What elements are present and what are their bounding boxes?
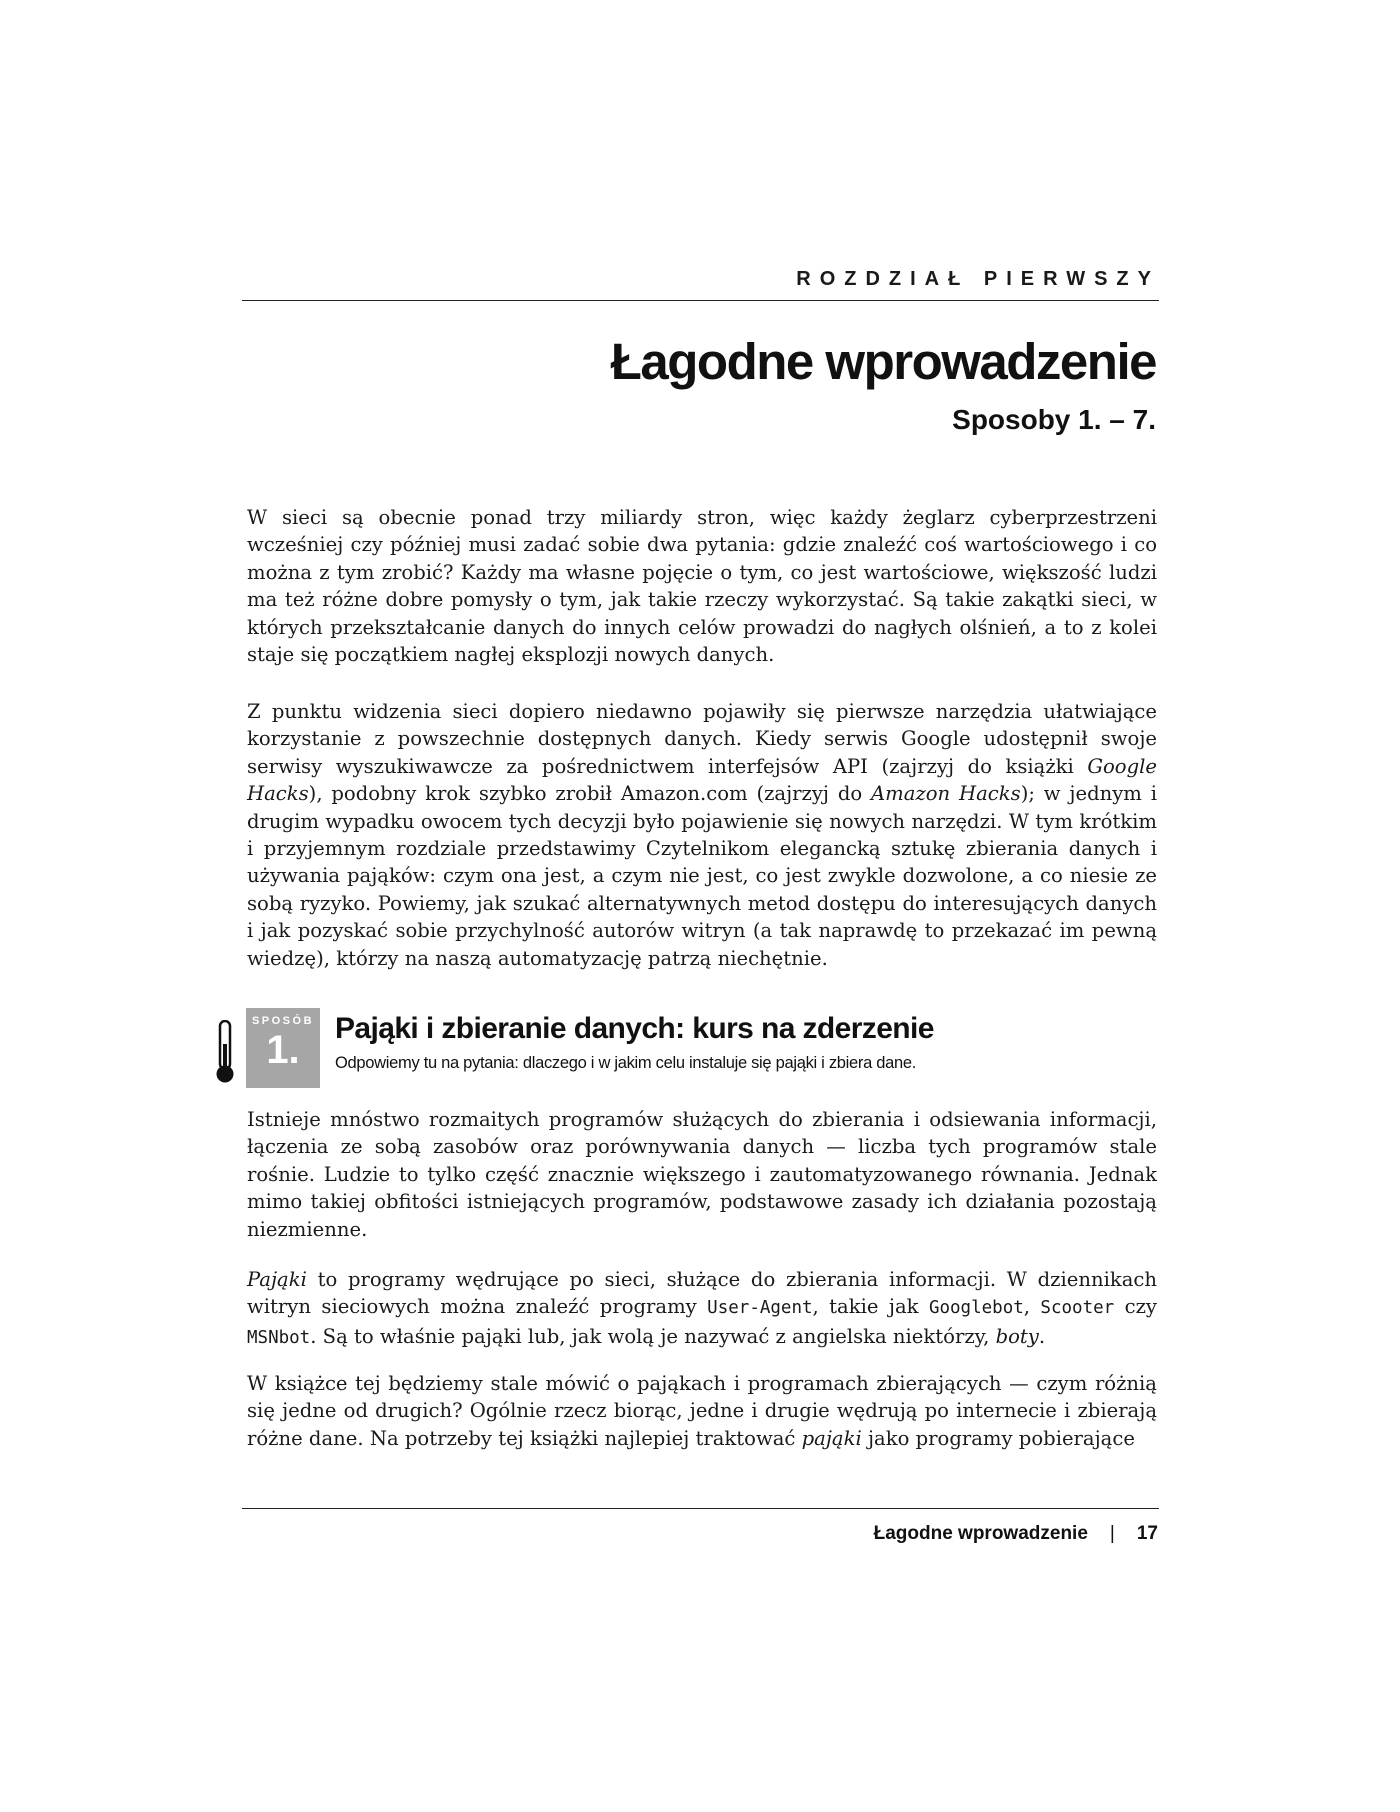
section-paragraph-1	[247, 1106, 1157, 1243]
intro-p2-text-c: ); w jednym i drugim wypadku owocem tych decyzji było pojawienie się nowych narzędzi. W tym krótkim i przyjemnym rozdziale przedstawimy Czytelnikom elegancką sztukę zbierania danych i używania pająków: czym ona jest, a czym nie jest, co jest zwykle dozwolone, a co niesie ze sobą ryzyko. Powiemy, jak szukać alternatywnych metod dostępu do interesujących danych i jak pozyskać sobie przychylność autorów witryn (a tak naprawdę to przekazać im pewną wiedzę), którzy na naszą automatyzację patrzą niechętnie.	[247, 782, 1157, 970]
term-pajaki: Pająki	[247, 1268, 307, 1291]
section-p2-text-e: . Są to właśnie pająki lub, jak wolą je nazywać z angielska niektórzy,	[310, 1324, 996, 1348]
book-title-amazon-hacks: Amazon Hacks	[871, 782, 1021, 806]
term-boty: boty	[995, 1324, 1039, 1348]
hack-description: Odpowiemy tu na pytania: dlaczego i w jakim celu instaluje się pająki i zbiera dane.	[335, 1054, 917, 1072]
section-paragraph-1-text: Istnieje mnóstwo rozmaitych programów służących do zbierania i odsiewania informacji, łączenia ze sobą zasobów oraz porównywania danych — liczba tych programów stale rośnie. Ludzie to tylko część znacznie większego i zautomatyzowanego równania. Jednak mimo takiej obfitości istniejących programów, podstawowe zasady ich działania pozostają niezmienne.	[247, 1108, 1157, 1241]
hack-number: 1.	[266, 1028, 300, 1072]
footer-separator: |	[1109, 1523, 1115, 1544]
code-msnbot: MSNbot	[247, 1327, 311, 1348]
hack-header	[214, 1008, 1159, 1090]
intro-paragraph-1-text: W sieci są obecnie ponad trzy miliardy stron, więc każdy żeglarz cyberprzestrzeni wcześniej czy później musi zadać sobie dwa pytania: gdzie znaleźć coś wartościowego i co można z tym zrobić? Każdy ma własne pojęcie o tym, co jest wartościowe, większość ludzi ma też różne dobre pomysły o tym, jak takie rzeczy wykorzystać. Są takie zakątki sieci, w których przekształcanie danych do innych celów prowadzi do nagłych olśnień, a to z kolei staje się początkiem nagłej eksplozji nowych danych.	[247, 506, 1157, 667]
thermometer-icon	[214, 1020, 236, 1084]
chapter-label: ROZDZIAŁ PIERWSZY	[796, 268, 1160, 290]
section-p2-text-a: to programy wędrujące po sieci, służące do zbierania informacji. W dziennikach witryn sieciowych można znaleźć programy	[247, 1268, 1157, 1319]
hack-kicker: SPOSÓB	[251, 1015, 315, 1027]
code-user-agent: User-Agent	[707, 1298, 813, 1319]
code-googlebot: Googlebot	[928, 1298, 1024, 1319]
chapter-header-rule	[242, 300, 1159, 301]
intro-paragraph-2	[247, 698, 1157, 972]
chapter-title: Łagodne wprowadzenie	[610, 333, 1156, 390]
section-paragraph-2	[247, 1266, 1157, 1352]
intro-paragraph-1	[247, 504, 1157, 668]
chapter-subtitle: Sposoby 1. – 7.	[952, 404, 1156, 435]
section-p2-text-d: czy	[1114, 1295, 1157, 1319]
hack-number-badge	[246, 1008, 320, 1088]
running-title: Łagodne wprowadzenie	[873, 1523, 1088, 1544]
book-title-google-hacks: Google Hacks	[247, 754, 1157, 806]
section-p3-text-b: jako programy pobierające	[861, 1426, 1135, 1450]
footer-rule	[242, 1508, 1159, 1509]
section-p2-text-b: , takie jak	[812, 1295, 929, 1319]
page-number: 17	[1136, 1523, 1158, 1544]
intro-p2-text-a: Z punktu widzenia sieci dopiero niedawno pojawiły się pierwsze narzędzia ułatwiające korzystanie z powszechnie dostępnych danych. Kiedy serwis Google udostępnił swoje serwisy wyszukiwawcze za pośrednictwem interfejsów API (zajrzyj do książki	[247, 700, 1157, 778]
page-footer	[874, 1523, 1158, 1545]
section-p3-text-a: W książce tej będziemy stale mówić o pająkach i programach zbierających — czym różnią się jedne od drugich? Ogólnie rzecz biorąc, jedne i drugie wędrują po internecie i zbierają różne dane. Na potrzeby tej książki najlepiej traktować	[247, 1372, 1157, 1450]
section-p2-text-c: ,	[1023, 1295, 1041, 1319]
intro-p2-text-b: ), podobny krok szybko zrobił Amazon.com (zajrzyj do	[308, 782, 872, 806]
section-paragraph-3	[247, 1370, 1157, 1452]
hack-title: Pająki i zbieranie danych: kurs na zderzenie	[335, 1012, 934, 1045]
code-scooter: Scooter	[1040, 1298, 1115, 1319]
section-p2-text-f: .	[1038, 1324, 1046, 1348]
term-pajaki-2: pająki	[801, 1426, 862, 1450]
